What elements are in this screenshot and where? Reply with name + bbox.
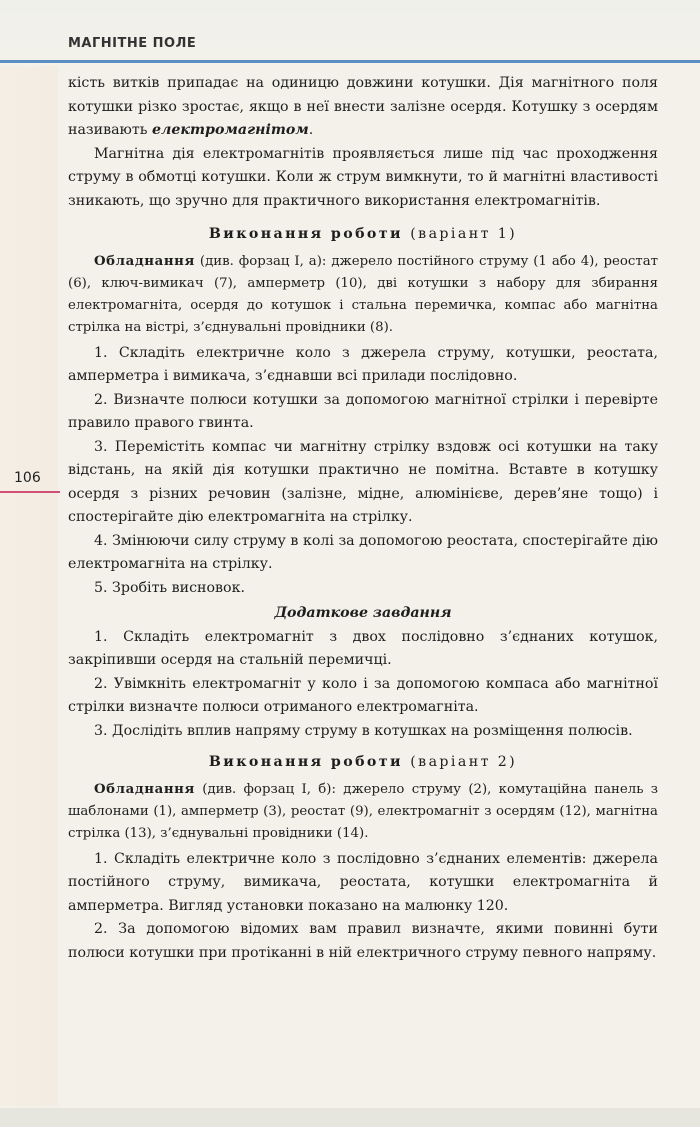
extra-step: 2. Увімкніть електромагніт у коло і за допомогою компаса або магнітної стрілки визначте полюси отриманого електромагніта. [68, 675, 658, 715]
variant1-heading [68, 223, 658, 247]
term-electromagnet: електромагнітом [152, 122, 309, 138]
chapter-title: МАГНІТНЕ ПОЛЕ [68, 36, 197, 51]
variant1-heading-variant: (варіант 1) [410, 226, 518, 242]
variant2-heading [68, 751, 658, 775]
variant2-heading-variant: (варіант 2) [410, 754, 518, 770]
variant1-step: 3. Перемістіть компас чи магнітну стрілку вздовж осі котушки на таку відстань, на якій дія котушки практично не помітна. Вставте в котушку осердя з різних речовин (залізне, мідне, алюмінієве, дерев’яне тощо) і спостерігайте дію електромагніта на стрілку. [68, 438, 658, 525]
header-rule [0, 60, 700, 63]
intro-paragraph-1 [68, 72, 658, 143]
variant2-heading-text: Виконання роботи [208, 754, 403, 770]
page-number: 106 [14, 470, 41, 486]
equipment-text: (див. форзац I, б): джерело струму (2), комутаційна панель з шаблонами (1), амперметр (3), реостат (9), електромагніт з осердям (12), магнітна стрілка (13), з’єднувальні провідники (14). [68, 781, 658, 841]
equipment-text: (див. форзац I, а): джерело постійного струму (1 або 4), реостат (6), ключ-вимикач (7), амперметр (10), дві котушки з набору для збирання електромагніта, осердя до котушок і стальна перемичка, компас або магнітна стрілка на вістрі, з’єднувальні провідники (8). [68, 253, 658, 335]
variant2-step: 2. За допомогою відомих вам правил визначте, якими повинні бути полюси котушки при протіканні в ній електричного струму певного напряму. [68, 921, 658, 961]
variant1-step: 1. Складіть електричне коло з джерела струму, котушки, реостата, амперметра і вимикача, з’єднавши всі прилади послідовно. [68, 344, 658, 384]
equipment-label: Обладнання [94, 781, 195, 797]
page-header [0, 0, 700, 64]
extra-step: 3. Дослідіть вплив напряму струму в котушках на розміщення полюсів. [94, 722, 633, 739]
bottom-band [0, 1108, 700, 1127]
variant1-equipment [68, 251, 658, 339]
variant2-equipment [68, 779, 658, 845]
intro-text: кість витків припадає на одиницю довжини котушки. Дія магнітного поля котушки різко зростає, якщо в неї внести залізне осердя. Котушку з осердям називають [68, 75, 658, 138]
variant1-step: 5. Зробіть висновок. [94, 579, 245, 596]
variant1-step: 4. Змінюючи силу струму в колі за допомогою реостата, спостерігайте дію електромагніта на стрілку. [68, 532, 658, 572]
equipment-label: Обладнання [94, 253, 195, 269]
extra-task-heading: Додаткове завдання [274, 605, 452, 621]
page-number-rule [0, 491, 60, 493]
margin-strip [0, 66, 58, 1106]
variant1-step: 2. Визначте полюси котушки за допомогою магнітної стрілки і перевірте правило правого гвинта. [68, 391, 658, 431]
intro-paragraph-2: Магнітна дія електромагнітів проявляється лише під час проходження струму в обмотці котушки. Коли ж струм вимкнути, то й магнітні властивості зникають, що зручно для практичного використання електромагнітів. [68, 145, 658, 209]
variant1-heading-text: Виконання роботи [208, 226, 403, 242]
main-text [68, 72, 658, 965]
intro-end: . [308, 122, 314, 138]
extra-step: 1. Складіть електромагніт з двох послідовно з’єднаних котушок, закріпивши осердя на стальній перемичці. [68, 628, 658, 668]
variant2-step: 1. Складіть електричне коло з послідовно з’єднаних елементів: джерела постійного струму, вимикача, реостата, котушки електромагніта й амперметра. Вигляд установки показано на малюнку 120. [68, 850, 658, 914]
